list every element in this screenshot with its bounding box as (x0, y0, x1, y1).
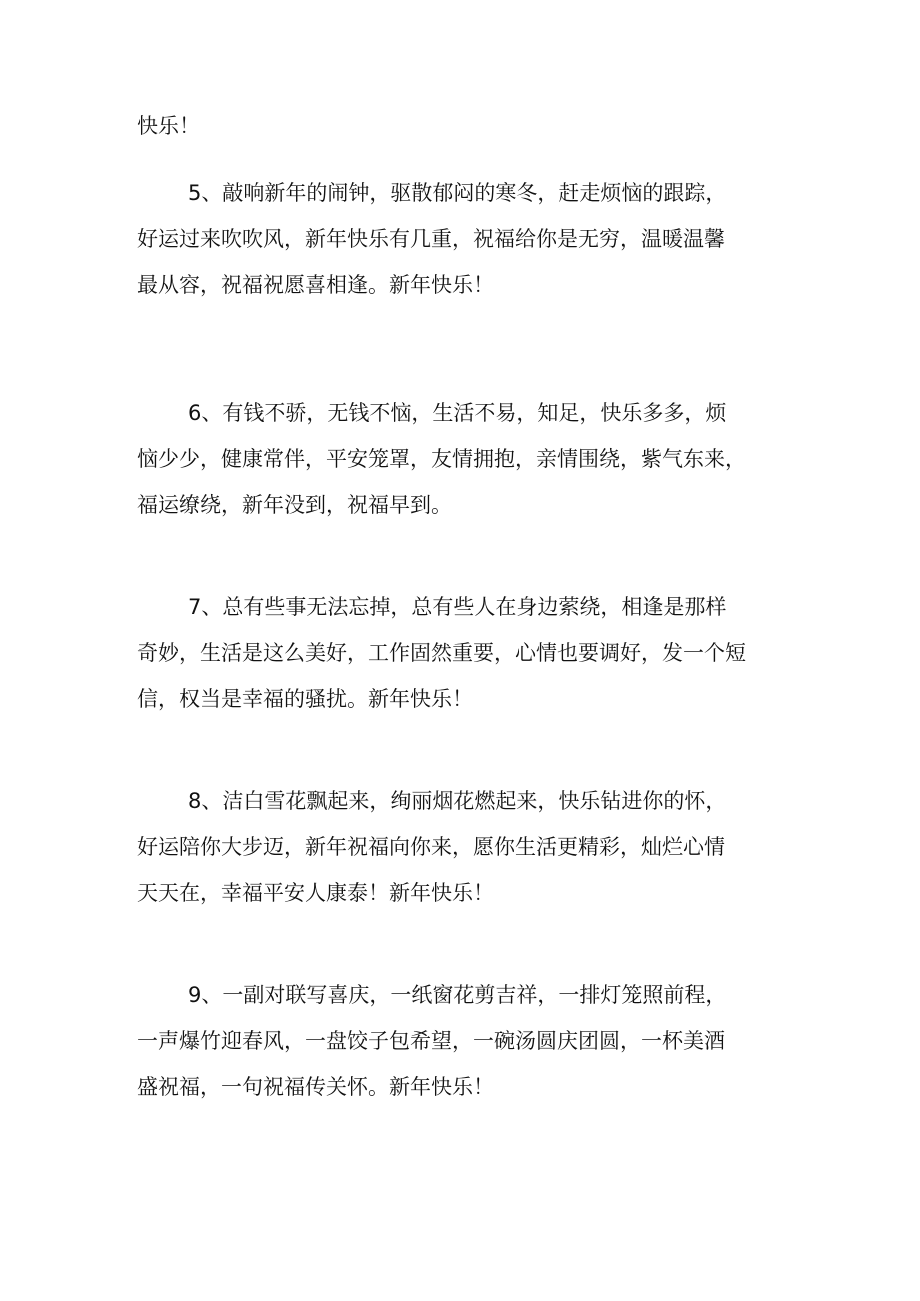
paragraph-line: 好运陪你大步迈，新年祝福向你来，愿你生活更精彩，灿烂心情 (137, 835, 725, 859)
paragraph-line: 恼少少，健康常伴，平安笼罩，友情拥抱，亲情围绕，紫气东来， (137, 447, 746, 471)
paragraph-line: 奇妙，生活是这么美好，工作固然重要，心情也要调好，发一个短 (137, 641, 746, 665)
paragraph-line: 盛祝福，一句祝福传关怀。新年快乐！ (137, 1075, 494, 1099)
paragraph-line: 天天在，幸福平安人康泰！新年快乐！ (137, 881, 494, 905)
paragraph-line: 一声爆竹迎春风，一盘饺子包希望，一碗汤圆庆团圆，一杯美酒 (137, 1029, 725, 1053)
paragraph-line: 信，权当是幸福的骚扰。新年快乐！ (137, 687, 473, 711)
paragraph-line: 5、敲响新年的闹钟，驱散郁闷的寒冬，赶走烦恼的跟踪， (188, 181, 727, 205)
paragraph-line: 好运过来吹吹风，新年快乐有几重，祝福给你是无穷，温暖温馨 (137, 227, 725, 251)
paragraph-line: 最从容，祝福祝愿喜相逢。新年快乐！ (137, 273, 494, 297)
paragraph-line: 6、有钱不骄，无钱不恼，生活不易，知足，快乐多多，烦 (188, 401, 727, 425)
paragraph-6 (137, 390, 797, 528)
paragraph-7 (137, 584, 797, 722)
paragraph-5 (137, 170, 797, 308)
paragraph-line: 快乐！ (137, 114, 200, 138)
paragraph-line: 8、洁白雪花飘起来，绚丽烟花燃起来，快乐钻进你的怀， (188, 789, 727, 813)
paragraph-line: 7、总有些事无法忘掉，总有些人在身边萦绕，相逢是那样 (188, 595, 727, 619)
paragraph-8 (137, 778, 797, 916)
paragraph-line: 9、一副对联写喜庆，一纸窗花剪吉祥，一排灯笼照前程， (188, 983, 727, 1007)
paragraph-line: 福运缭绕，新年没到，祝福早到。 (137, 493, 452, 517)
paragraph-9 (137, 972, 797, 1110)
paragraph-continuation (137, 103, 797, 149)
